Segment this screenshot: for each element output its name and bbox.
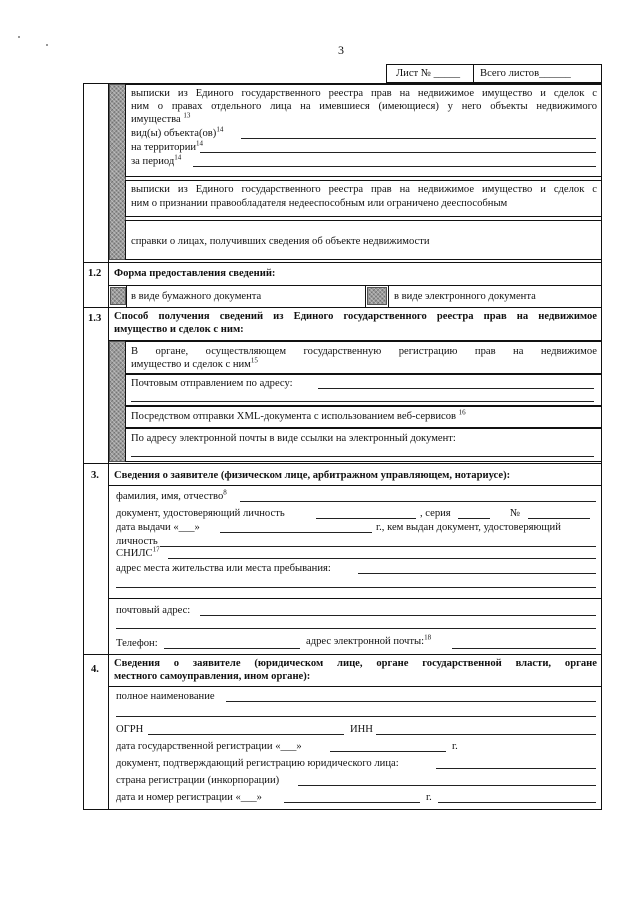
- ogrn-field[interactable]: [148, 734, 344, 735]
- post-address-field-2[interactable]: [131, 401, 594, 402]
- inn-label: ИНН: [350, 724, 373, 735]
- scan-dot: [18, 36, 20, 38]
- section-4-number: 4.: [91, 664, 99, 675]
- method-email-label: По адресу электронной почты в виде ссылки на электронный документ:: [131, 433, 456, 444]
- snils-label: СНИЛС$^{17}$: [116, 545, 160, 559]
- page-number: 3: [338, 43, 344, 57]
- sheet-number-label: Лист № _____: [396, 68, 461, 79]
- scan-dot: [46, 44, 48, 46]
- extract-rights-line1: выписки из Единого государственного реестра прав на недвижимое имущество и сделок с: [131, 88, 597, 99]
- reg-month-field[interactable]: [330, 751, 446, 752]
- id-document-field[interactable]: [316, 518, 416, 519]
- issued-by-field[interactable]: [160, 546, 596, 547]
- country-label: страна регистрации (инкорпорации): [116, 775, 280, 786]
- paper-form-label: в виде бумажного документа: [131, 291, 262, 302]
- period-label: за период$^{14}$: [131, 153, 182, 167]
- reg-date-label: дата государственной регистрации «___»: [116, 741, 302, 752]
- email-label: адрес электронной почты:$^{18}$: [306, 633, 432, 647]
- reg-date-number-label: дата и номер регистрации «___»: [116, 792, 262, 803]
- identity-label: личность: [116, 536, 158, 547]
- full-name-field-2[interactable]: [116, 716, 596, 717]
- reg-number-field[interactable]: [438, 802, 596, 803]
- residence-address-field[interactable]: [358, 573, 596, 574]
- email-link-field[interactable]: [131, 456, 594, 457]
- territory-field[interactable]: [200, 152, 596, 153]
- residence-address-label: адрес места жительства или места пребывания:: [116, 563, 331, 574]
- total-sheets-label: Всего листов______: [480, 68, 571, 79]
- number-field[interactable]: [528, 518, 590, 519]
- section-4-title-line1: Сведения о заявителе (юридическом лице, органе государственной власти, органе: [114, 658, 597, 669]
- ogrn-label: ОГРН: [116, 724, 144, 735]
- paper-form-checkbox[interactable]: [110, 287, 126, 305]
- issue-date-label: дата выдачи «___»: [116, 522, 200, 533]
- full-name-field[interactable]: [226, 701, 596, 702]
- confirm-document-label: документ, подтверждающий регистрацию юридического лица:: [116, 758, 399, 769]
- section-1-3-number: 1.3: [88, 313, 102, 324]
- extract-incapacity-line1: выписки из Единого государственного реестра прав на недвижимое имущество и сделок с: [131, 184, 597, 195]
- postal-address-field-2[interactable]: [116, 628, 596, 629]
- method-post-label: Почтовым отправлением по адресу:: [131, 378, 293, 389]
- country-field[interactable]: [298, 785, 596, 786]
- inn-field[interactable]: [376, 734, 596, 735]
- electronic-form-checkbox[interactable]: [367, 287, 387, 305]
- method-xml-label: Посредством отправки XML-документа с использованием веб-сервисов $^{16}$: [131, 408, 466, 422]
- section1-shaded-column: [109, 84, 126, 260]
- section1-3-shaded-column: [109, 341, 126, 462]
- extract-incapacity-line2: ним о признании правообладателя недееспособным или ограничено дееспособным: [131, 198, 508, 209]
- confirm-document-field[interactable]: [436, 768, 596, 769]
- phone-label: Телефон:: [116, 638, 158, 649]
- postal-address-field[interactable]: [200, 615, 596, 616]
- issue-month-field[interactable]: [220, 532, 372, 533]
- section-1-3-title-line2: имущество и сделок с ним:: [114, 324, 244, 335]
- section-1-2-title: Форма предоставления сведений:: [114, 268, 276, 279]
- residence-address-field-2[interactable]: [116, 587, 596, 588]
- period-field[interactable]: [193, 166, 596, 167]
- snils-field[interactable]: [168, 558, 596, 559]
- extract-rights-line3: имущества $^{13}$: [131, 111, 191, 125]
- number-sign-label: №: [510, 508, 521, 519]
- section-4-title-line2: местного самоуправления, ином органе):: [114, 671, 311, 682]
- reg-year-label: г.: [452, 741, 458, 752]
- reference-text: справки о лицах, получивших сведения об объекте недвижимости: [131, 236, 430, 247]
- electronic-form-label: в виде электронного документа: [394, 291, 536, 302]
- phone-field[interactable]: [164, 648, 300, 649]
- series-field[interactable]: [458, 518, 490, 519]
- issued-by-label: г., кем выдан документ, удостоверяющий: [376, 522, 561, 533]
- section-1-2-number: 1.2: [88, 268, 102, 279]
- id-document-label: документ, удостоверяющий личность: [116, 508, 285, 519]
- postal-address-label: почтовый адрес:: [116, 605, 191, 616]
- extract-rights-line2: ним о правах отдельного лица на имевшиеся (имеющиеся) у него объекты недвижимого: [131, 101, 597, 112]
- method-office-line2: имущество и сделок с ним$^{15}$: [131, 356, 258, 370]
- object-kind-label: вид(ы) объекта(ов)$^{14}$: [131, 125, 224, 139]
- territory-label: на территории$^{14}$: [131, 139, 204, 153]
- object-kind-field[interactable]: [241, 138, 596, 139]
- section-1-3-title-line1: Способ получения сведений из Единого государственного реестра прав на недвижимое: [114, 311, 597, 322]
- fio-label: фамилия, имя, отчество$^8$: [116, 488, 227, 502]
- full-name-label: полное наименование: [116, 691, 215, 702]
- section-3-number: 3.: [91, 470, 99, 481]
- series-label: , серия: [420, 508, 451, 519]
- reg-year2-label: г.: [426, 792, 432, 803]
- post-address-field[interactable]: [318, 388, 594, 389]
- reg-date-number-field[interactable]: [284, 802, 420, 803]
- section-3-title: Сведения о заявителе (физическом лице, арбитражном управляющем, нотариусе):: [114, 470, 511, 481]
- method-office-line1: В органе, осуществляющем государственную регистрацию прав на недвижимое: [131, 346, 597, 357]
- email-field[interactable]: [452, 648, 596, 649]
- fio-field[interactable]: [240, 501, 596, 502]
